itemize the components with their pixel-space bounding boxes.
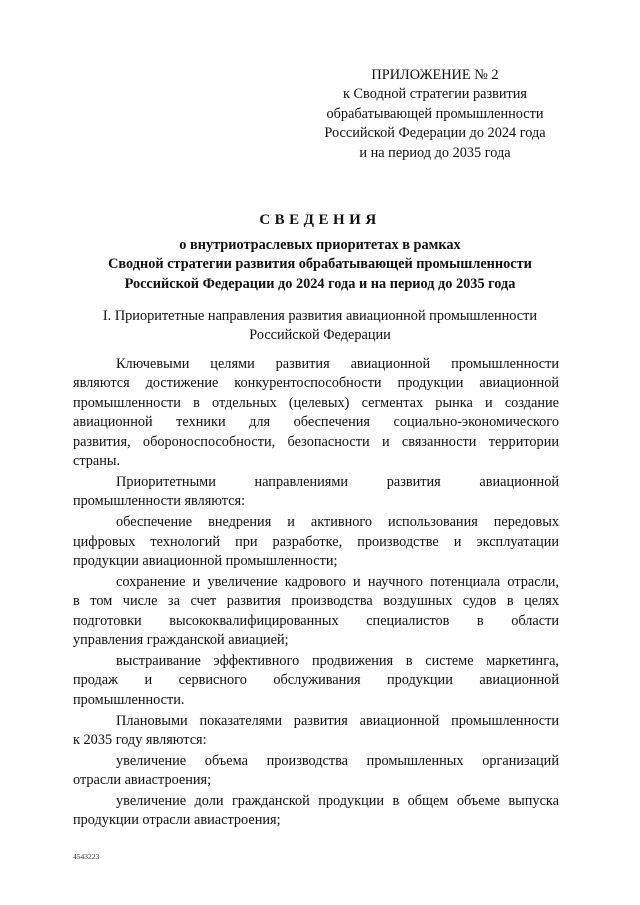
paragraph-line: в том числе за счет развития производства воздушных судов в целях <box>73 593 559 610</box>
appendix-line: обрабатывающей промышленности <box>326 105 544 122</box>
subtitle-line: Российской Федерации до 2024 года и на период до 2035 года <box>124 275 516 292</box>
paragraph-line: подготовки высококвалифицированных специалистов в области <box>73 612 559 629</box>
paragraph <box>73 355 559 471</box>
paragraph <box>73 752 559 791</box>
appendix-header <box>300 66 570 163</box>
section-heading <box>60 307 580 346</box>
paragraph-line: развития, обороноспособности, безопасности и связанности территории <box>73 433 559 450</box>
document-subtitle <box>60 236 580 294</box>
paragraph <box>73 473 559 512</box>
appendix-line: к Сводной стратегии развития <box>343 86 527 103</box>
paragraph-line: отрасли авиастроения; <box>73 772 212 789</box>
section-heading-line: Российской Федерации <box>249 327 391 344</box>
paragraph-line: выстраивание эффективного продвижения в системе маркетинга, <box>116 652 559 669</box>
subtitle-line: о внутриотраслевых приоритетах в рамках <box>179 237 461 253</box>
document-body <box>73 355 559 832</box>
paragraph-line: продукции авиационной промышленности; <box>73 552 338 569</box>
paragraph-line: Ключевыми целями развития авиационной промышленности <box>116 356 559 372</box>
document-code: 4543223 <box>73 852 100 861</box>
paragraph-line: промышленности. <box>73 691 185 708</box>
paragraph <box>73 792 559 831</box>
paragraph-line: Приоритетными направлениями развития авиационной <box>116 473 559 490</box>
paragraph-line: страны. <box>73 452 121 469</box>
paragraph-line: обеспечение внедрения и активного использования передовых <box>116 514 559 531</box>
paragraph <box>73 573 559 651</box>
paragraph-line: продаж и сервисного обслуживания продукции авиационной <box>73 672 559 689</box>
appendix-line: и на период до 2035 года <box>359 144 511 161</box>
paragraph <box>73 652 559 710</box>
paragraph <box>73 513 559 571</box>
paragraph-line: управления гражданской авиацией; <box>73 631 289 648</box>
appendix-line: ПРИЛОЖЕНИЕ № 2 <box>371 67 499 83</box>
paragraph-line: промышленности в отдельных (целевых) сегментах рынка и создание <box>73 394 559 411</box>
paragraph-line: Плановыми показателями развития авиационной промышленности <box>116 712 559 729</box>
paragraph <box>73 712 559 751</box>
paragraph-line: продукции отрасли авиастроения; <box>73 812 281 829</box>
paragraph-line: являются достижение конкурентоспособности продукции авиационной <box>73 375 559 392</box>
paragraph-line: сохранение и увеличение кадрового и научного потенциала отрасли, <box>116 573 559 590</box>
paragraph-line: увеличение доли гражданской продукции в общем объеме выпуска <box>116 793 559 810</box>
paragraph-line: авиационной техники для обеспечения социально-экономического <box>73 414 559 431</box>
section-heading-line: I. Приоритетные направления развития авиационной промышленности <box>102 308 538 324</box>
paragraph-line: к 2035 году являются: <box>73 731 207 748</box>
paragraph-line: цифровых технологий при разработке, производстве и эксплуатации <box>73 533 559 550</box>
paragraph-line: увеличение объема производства промышленных организаций <box>116 752 559 769</box>
paragraph-line: промышленности являются: <box>73 493 246 510</box>
appendix-line: Российской Федерации до 2024 года <box>324 125 546 142</box>
subtitle-line: Сводной стратегии развития обрабатывающей промышленности <box>108 256 532 273</box>
document-title: СВЕДЕНИЯ <box>259 212 381 228</box>
